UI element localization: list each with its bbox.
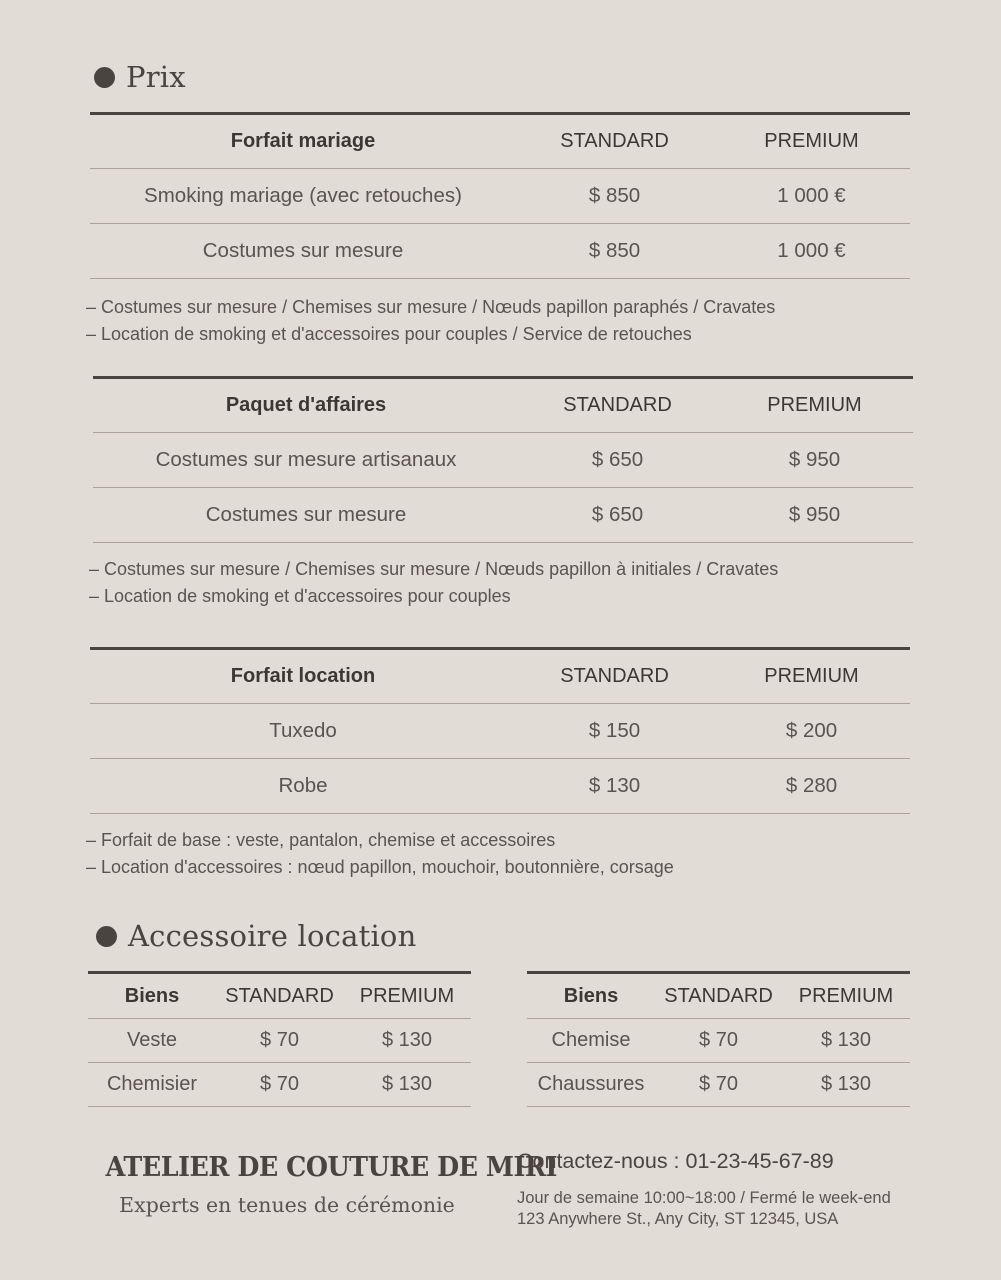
wedding-price-table <box>90 112 910 279</box>
section-title-prix <box>94 60 186 94</box>
standard-price: $ 130 <box>516 759 713 814</box>
table-header-premium: PREMIUM <box>343 973 471 1019</box>
table-row <box>93 488 913 543</box>
standard-price: $ 70 <box>655 1019 782 1063</box>
table-header-premium: PREMIUM <box>782 973 910 1019</box>
business-price-table <box>93 376 913 543</box>
item-name: Costumes sur mesure artisanaux <box>93 433 519 488</box>
table-row <box>527 1019 910 1063</box>
brand-tagline: Experts en tenues de cérémonie <box>119 1193 455 1217</box>
table-header-standard: STANDARD <box>516 114 713 169</box>
section-title-accessories <box>96 919 416 953</box>
section-title-text: Prix <box>126 60 186 94</box>
standard-price: $ 70 <box>655 1063 782 1107</box>
premium-price: $ 130 <box>782 1063 910 1107</box>
table-row <box>88 1063 471 1107</box>
business-notes <box>89 556 778 610</box>
standard-price: $ 850 <box>516 169 713 224</box>
premium-price: $ 130 <box>782 1019 910 1063</box>
item-name: Chemisier <box>88 1063 216 1107</box>
table-row <box>88 1019 471 1063</box>
standard-price: $ 650 <box>519 433 716 488</box>
table-row <box>90 224 910 279</box>
table-header-standard: STANDARD <box>516 649 713 704</box>
note-line: – Location d'accessoires : nœud papillon, mouchoir, boutonnière, corsage <box>86 857 674 877</box>
standard-price: $ 150 <box>516 704 713 759</box>
item-name: Smoking mariage (avec retouches) <box>90 169 516 224</box>
table-row <box>90 759 910 814</box>
premium-price: $ 130 <box>343 1063 471 1107</box>
contact-block <box>517 1149 891 1230</box>
table-header-standard: STANDARD <box>655 973 782 1019</box>
opening-hours: Jour de semaine 10:00~18:00 / Fermé le week-end <box>517 1189 891 1207</box>
bullet-dot-icon <box>96 926 117 947</box>
premium-price: $ 130 <box>343 1019 471 1063</box>
item-name: Veste <box>88 1019 216 1063</box>
standard-price: $ 70 <box>216 1019 343 1063</box>
accessories-table-left <box>88 971 471 1107</box>
note-line: – Costumes sur mesure / Chemises sur mesure / Nœuds papillon à initiales / Cravates <box>89 559 779 579</box>
table-header-package: Paquet d'affaires <box>93 378 519 433</box>
table-header-standard: STANDARD <box>216 973 343 1019</box>
rental-price-table <box>90 647 910 814</box>
item-name: Robe <box>90 759 516 814</box>
premium-price: 1 000 € <box>713 169 910 224</box>
note-line: – Location de smoking et d'accessoires pour couples / Service de retouches <box>86 324 692 344</box>
premium-price: $ 950 <box>716 488 913 543</box>
note-line: – Costumes sur mesure / Chemises sur mesure / Nœuds papillon paraphés / Cravates <box>86 297 776 317</box>
accessories-table-right <box>527 971 910 1107</box>
address: 123 Anywhere St., Any City, ST 12345, USA <box>517 1210 839 1228</box>
brand-name: ATELIER DE COUTURE DE MIRI <box>105 1152 557 1183</box>
standard-price: $ 850 <box>516 224 713 279</box>
table-header-premium: PREMIUM <box>713 114 910 169</box>
table-header-package: Forfait mariage <box>90 114 516 169</box>
premium-price: $ 950 <box>716 433 913 488</box>
table-header-item: Biens <box>88 973 216 1019</box>
contact-phone: Contactez-nous : 01-23-45-67-89 <box>517 1149 834 1173</box>
note-line: – Location de smoking et d'accessoires pour couples <box>89 586 511 606</box>
rental-notes <box>86 827 674 881</box>
table-row <box>90 704 910 759</box>
wedding-notes <box>86 294 775 348</box>
table-header-standard: STANDARD <box>519 378 716 433</box>
table-header-item: Biens <box>527 973 655 1019</box>
item-name: Costumes sur mesure <box>90 224 516 279</box>
table-header-package: Forfait location <box>90 649 516 704</box>
table-header-premium: PREMIUM <box>713 649 910 704</box>
table-header-premium: PREMIUM <box>716 378 913 433</box>
table-row <box>93 433 913 488</box>
item-name: Chaussures <box>527 1063 655 1107</box>
section-title-text: Accessoire location <box>128 919 417 953</box>
brand-block <box>94 1152 557 1217</box>
table-row <box>90 169 910 224</box>
item-name: Chemise <box>527 1019 655 1063</box>
premium-price: $ 200 <box>713 704 910 759</box>
standard-price: $ 650 <box>519 488 716 543</box>
item-name: Costumes sur mesure <box>93 488 519 543</box>
premium-price: $ 280 <box>713 759 910 814</box>
premium-price: 1 000 € <box>713 224 910 279</box>
note-line: – Forfait de base : veste, pantalon, chemise et accessoires <box>86 830 556 850</box>
table-row <box>527 1063 910 1107</box>
standard-price: $ 70 <box>216 1063 343 1107</box>
item-name: Tuxedo <box>90 704 516 759</box>
bullet-dot-icon <box>94 67 115 88</box>
